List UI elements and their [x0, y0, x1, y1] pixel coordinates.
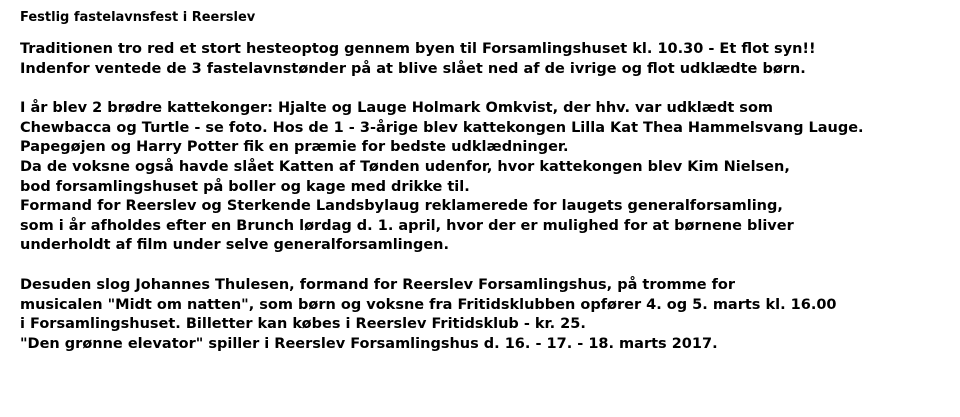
text-line: Chewbacca og Turtle - se foto. Hos de 1 - 3-årige blev kattekongen Lilla Kat Thea Hammelsvang Lauge. [20, 119, 864, 136]
text-line: Papegøjen og Harry Potter fik en præmie for bedste udklædninger. [20, 139, 569, 156]
text-line: som i år afholdes efter en Brunch lørdag d. 1. april, hvor der er mulighed for at børnene bliver [20, 217, 794, 234]
article-title: Festlig fastelavnsfest i Reerslev [20, 10, 256, 25]
text-line: Desuden slog Johannes Thulesen, formand for Reerslev Forsamlingshus, på tromme for [20, 276, 735, 293]
article [20, 8, 950, 374]
text-line: Indenfor ventede de 3 fastelavnstønder på at blive slået ned af de ivrige og flot udklædte børn. [20, 60, 806, 77]
text-line: bod forsamlingshuset på boller og kage med drikke til. [20, 178, 470, 195]
text-line: "Den grønne elevator" spiller i Reerslev Forsamlingshus d. 16. - 17. - 18. marts 2017. [20, 335, 718, 352]
paragraph-cat-kings [20, 99, 950, 256]
paragraph-parade [20, 40, 950, 79]
text-line: Traditionen tro red et stort hesteoptog gennem byen til Forsamlingshuset kl. 10.30 - Et flot syn!! [20, 41, 816, 57]
text-line: Da de voksne også havde slået Katten af Tønden udenfor, hvor kattekongen blev Kim Nielsen, [20, 158, 790, 175]
text-line: musicalen "Midt om natten", som børn og voksne fra Fritidsklubben opfører 4. og 5. marts kl. 16.00 [20, 296, 837, 313]
text-line: I år blev 2 brødre kattekonger: Hjalte og Lauge Holmark Omkvist, der hhv. var udklædt som [20, 100, 774, 117]
text-line: i Forsamlingshuset. Billetter kan købes i Reerslev Fritidsklub - kr. 25. [20, 316, 586, 333]
paragraph-musical [20, 276, 950, 354]
text-line: Formand for Reerslev og Sterkende Landsbylaug reklamerede for laugets generalforsamling, [20, 198, 783, 215]
text-line: underholdt af film under selve generalforsamlingen. [20, 237, 449, 254]
